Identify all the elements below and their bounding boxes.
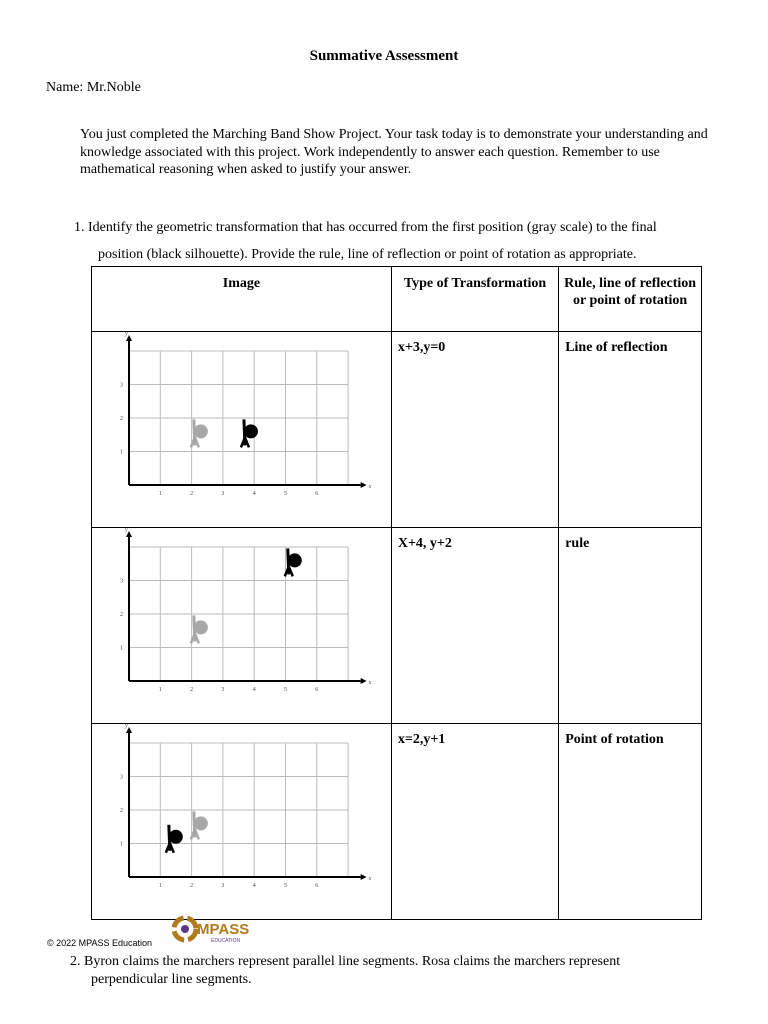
- question-2-line-1: 2. Byron claims the marchers represent parallel line segments. Rosa claims the marchers represent: [70, 954, 621, 969]
- logo-center-icon: [181, 925, 189, 933]
- graph-cell: [92, 724, 392, 920]
- x-tick-label: 2: [190, 883, 194, 889]
- gray-marcher-icon: [191, 811, 208, 839]
- y-axis-label: y: [125, 724, 128, 729]
- x-tick-label: 4: [252, 491, 256, 497]
- gray-marcher-icon: [191, 419, 208, 447]
- y-tick-label: 2: [120, 808, 123, 814]
- table-row: [92, 332, 702, 528]
- x-arrow-icon: [361, 482, 367, 488]
- x-tick-label: 6: [315, 883, 319, 889]
- gray-marcher-icon: [191, 615, 208, 643]
- x-tick-label: 3: [221, 491, 225, 497]
- x-tick-label: 1: [158, 491, 162, 497]
- x-axis-label: x: [368, 484, 372, 490]
- x-tick-label: 5: [284, 687, 287, 693]
- question-2: [70, 953, 710, 988]
- header-rule: Rule, line of reflection or point of rotation: [559, 267, 702, 332]
- graph-cell: [92, 332, 392, 528]
- x-arrow-icon: [361, 678, 367, 684]
- x-tick-label: 1: [158, 687, 162, 693]
- question-1-line-1: 1. Identify the geometric transformation that has occurred from the first position (gray scale) to the final: [74, 220, 657, 235]
- x-tick-label: 4: [252, 687, 256, 693]
- table-row: [92, 724, 702, 920]
- x-axis-label: x: [368, 876, 372, 882]
- rule-cell: rule: [559, 528, 702, 724]
- x-tick-label: 5: [284, 883, 287, 889]
- y-axis-label: y: [125, 332, 128, 337]
- x-tick-label: 6: [315, 687, 319, 693]
- x-tick-label: 6: [315, 491, 319, 497]
- question-1: [74, 214, 724, 268]
- y-axis-label: y: [125, 528, 128, 533]
- black-marcher-icon: [166, 825, 183, 853]
- student-name: Name: Mr.Noble: [46, 80, 141, 95]
- x-arrow-icon: [361, 874, 367, 880]
- logo-sub: EDUCATION: [211, 938, 241, 944]
- rule-cell: Line of reflection: [559, 332, 702, 528]
- y-tick-label: 3: [120, 578, 123, 585]
- copyright-footer: © 2022 MPASS Education: [47, 938, 153, 948]
- question-1-line-2: position (black silhouette). Provide the rule, line of reflection or point of rotation as appropriate.: [98, 247, 637, 262]
- black-marcher-icon: [241, 419, 258, 447]
- header-image: Image: [92, 267, 392, 332]
- x-tick-label: 4: [252, 883, 256, 889]
- transformation-table: [91, 266, 702, 920]
- coordinate-graph-3: [92, 724, 384, 903]
- header-type: Type of Transformation: [391, 267, 558, 332]
- coordinate-graph-1: [92, 332, 384, 511]
- y-tick-label: 3: [120, 774, 123, 781]
- x-tick-label: 3: [221, 687, 225, 693]
- x-tick-label: 5: [284, 491, 287, 497]
- y-tick-label: 2: [120, 416, 123, 422]
- x-tick-label: 2: [190, 687, 194, 693]
- type-cell: x=2,y+1: [391, 724, 558, 920]
- x-axis-label: x: [368, 680, 372, 686]
- y-tick-label: 1: [120, 645, 123, 652]
- question-2-line-2: perpendicular line segments.: [91, 971, 252, 987]
- y-tick-label: 3: [120, 382, 123, 389]
- y-tick-label: 2: [120, 612, 123, 618]
- logo-brand: MPASS: [197, 921, 250, 938]
- table-row: [92, 528, 702, 724]
- y-tick-label: 1: [120, 449, 123, 456]
- black-marcher-icon: [285, 548, 302, 576]
- x-tick-label: 2: [190, 491, 194, 497]
- instructions: You just completed the Marching Band Show Project. Your task today is to demonstrate your understanding and knowledge associated with this project. Work independently to answer each question. Remember to use mathematical reasoning when asked to justify your answer.: [80, 127, 708, 177]
- x-tick-label: 1: [158, 883, 162, 889]
- y-tick-label: 1: [120, 841, 123, 848]
- mpass-logo: [171, 911, 261, 947]
- page-title: Summative Assessment: [309, 48, 459, 64]
- rule-cell: Point of rotation: [559, 724, 702, 920]
- type-cell: X+4, y+2: [391, 528, 558, 724]
- type-cell: x+3,y=0: [391, 332, 558, 528]
- coordinate-graph-2: [92, 528, 384, 707]
- x-tick-label: 3: [221, 883, 225, 889]
- graph-cell: [92, 528, 392, 724]
